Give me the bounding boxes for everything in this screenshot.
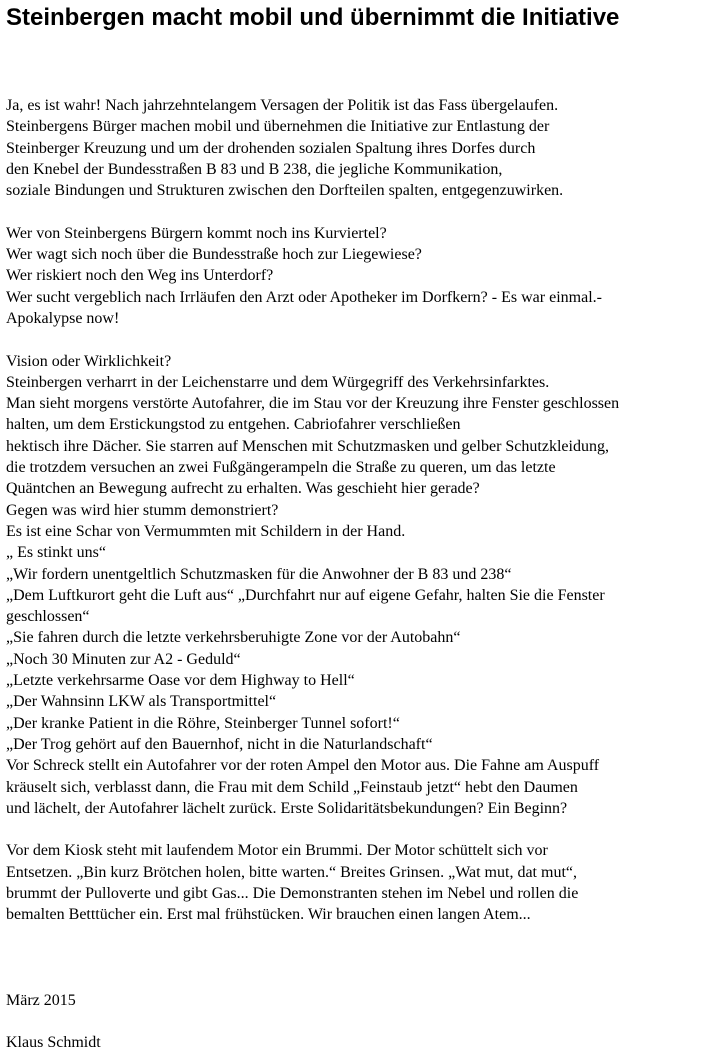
text-line: Vor dem Kiosk steht mit laufendem Motor ein Brummi. Der Motor schüttelt sich vor bbox=[6, 842, 548, 860]
sign-slogan: „Sie fahren durch die letzte verkehrsberuhigte Zone vor der Autobahn“ bbox=[6, 629, 461, 647]
text-line: hektisch ihre Dächer. Sie starren auf Menschen mit Schutzmasken und gelber Schutzkleidung, bbox=[6, 437, 609, 455]
document-author: Klaus Schmidt bbox=[6, 1034, 101, 1052]
paragraph-spacer bbox=[6, 329, 711, 350]
sign-slogan: „Der Wahnsinn LKW als Transportmittel“ bbox=[6, 693, 277, 711]
sign-slogan: „Dem Luftkurort geht die Luft aus“ „Durchfahrt nur auf eigene Gefahr, halten Sie die Fenster bbox=[6, 586, 605, 604]
sign-slogan: „ Es stinkt uns“ bbox=[6, 544, 106, 562]
sign-slogan: „Der kranke Patient in die Röhre, Steinberger Tunnel sofort!“ bbox=[6, 714, 400, 732]
text-line: Wer sucht vergeblich nach Irrläufen den Arzt oder Apotheker im Dorfkern? - Es war einmal.- bbox=[6, 288, 602, 306]
paragraph-vision bbox=[6, 351, 711, 820]
text-line: Gegen was wird hier stumm demonstriert? bbox=[6, 501, 279, 519]
sign-slogan: „Letzte verkehrsarme Oase vor dem Highway to Hell“ bbox=[6, 672, 355, 690]
text-line: Es ist eine Schar von Vermummten mit Schildern in der Hand. bbox=[6, 522, 406, 540]
text-line: brummt der Pulloverte und gibt Gas... Die Demonstranten stehen im Nebel und rollen die bbox=[6, 884, 579, 902]
text-line: soziale Bindungen und Strukturen zwischen den Dorfteilen spalten, entgegenzuwirken. bbox=[6, 182, 564, 200]
text-line: Wer wagt sich noch über die Bundesstraße hoch zur Liegewiese? bbox=[6, 246, 422, 264]
text-line: Steinbergen verharrt in der Leichenstarre und dem Würgegriff des Verkehrsinfarktes. bbox=[6, 373, 550, 391]
text-line: kräuselt sich, verblasst dann, die Frau mit dem Schild „Feinstaub jetzt“ hebt den Daumen bbox=[6, 778, 578, 796]
text-line: Wer riskiert noch den Weg ins Unterdorf? bbox=[6, 267, 274, 285]
paragraph-intro bbox=[6, 95, 711, 201]
text-line: Quäntchen an Bewegung aufrecht zu erhalten. Was geschieht hier gerade? bbox=[6, 480, 480, 498]
text-line: halten, um dem Erstickungstod zu entgehen. Cabriofahrer verschließen bbox=[6, 416, 461, 434]
sign-slogan: „Der Trog gehört auf den Bauernhof, nicht in die Naturlandschaft“ bbox=[6, 735, 433, 753]
paragraph-spacer bbox=[6, 819, 711, 840]
text-line: Steinbergens Bürger machen mobil und übernehmen die Initiative zur Entlastung der bbox=[6, 118, 550, 136]
sign-slogan: geschlossen“ bbox=[6, 608, 90, 626]
text-line: Steinberger Kreuzung und um der drohenden sozialen Spaltung ihres Dorfes durch bbox=[6, 139, 536, 157]
paragraph-spacer bbox=[6, 201, 711, 222]
document-date: März 2015 bbox=[6, 991, 76, 1009]
text-line: und lächelt, der Autofahrer lächelt zurück. Erste Solidaritätsbekundungen? Ein Beginn? bbox=[6, 799, 568, 817]
sign-slogan: „Wir fordern unentgeltlich Schutzmasken für die Anwohner der B 83 und 238“ bbox=[6, 565, 512, 583]
sign-slogan: „Noch 30 Minuten zur A2 - Geduld“ bbox=[6, 650, 241, 668]
text-line: bemalten Betttücher ein. Erst mal frühstücken. Wir brauchen einen langen Atem... bbox=[6, 906, 531, 924]
paragraph-spacer bbox=[6, 1011, 711, 1032]
text-line: Ja, es ist wahr! Nach jahrzehntelangem Versagen der Politik ist das Fass übergelaufen. bbox=[6, 97, 559, 114]
text-line: Man sieht morgens verstörte Autofahrer, die im Stau vor der Kreuzung ihre Fenster geschlossen bbox=[6, 395, 620, 413]
paragraph-kiosk bbox=[6, 840, 711, 925]
document-body bbox=[6, 95, 711, 1053]
text-line: Apokalypse now! bbox=[6, 309, 120, 327]
text-line: Vision oder Wirklichkeit? bbox=[6, 352, 172, 370]
text-line: Entsetzen. „Bin kurz Brötchen holen, bitte warten.“ Breites Grinsen. „Wat mut, dat mut“, bbox=[6, 863, 577, 881]
text-line: die trotzdem versuchen an zwei Fußgängerampeln die Straße zu queren, um das letzte bbox=[6, 459, 556, 477]
signature-spacer bbox=[6, 926, 711, 990]
text-line: Vor Schreck stellt ein Autofahrer vor der roten Ampel den Motor aus. Die Fahne am Auspuff bbox=[6, 757, 600, 775]
paragraph-questions bbox=[6, 223, 711, 329]
text-line: Wer von Steinbergens Bürgern kommt noch ins Kurviertel? bbox=[6, 224, 387, 242]
document-title: Steinbergen macht mobil und übernimmt die Initiative bbox=[6, 4, 620, 31]
text-line: den Knebel der Bundesstraßen B 83 und B 238, die jegliche Kommunikation, bbox=[6, 160, 503, 178]
